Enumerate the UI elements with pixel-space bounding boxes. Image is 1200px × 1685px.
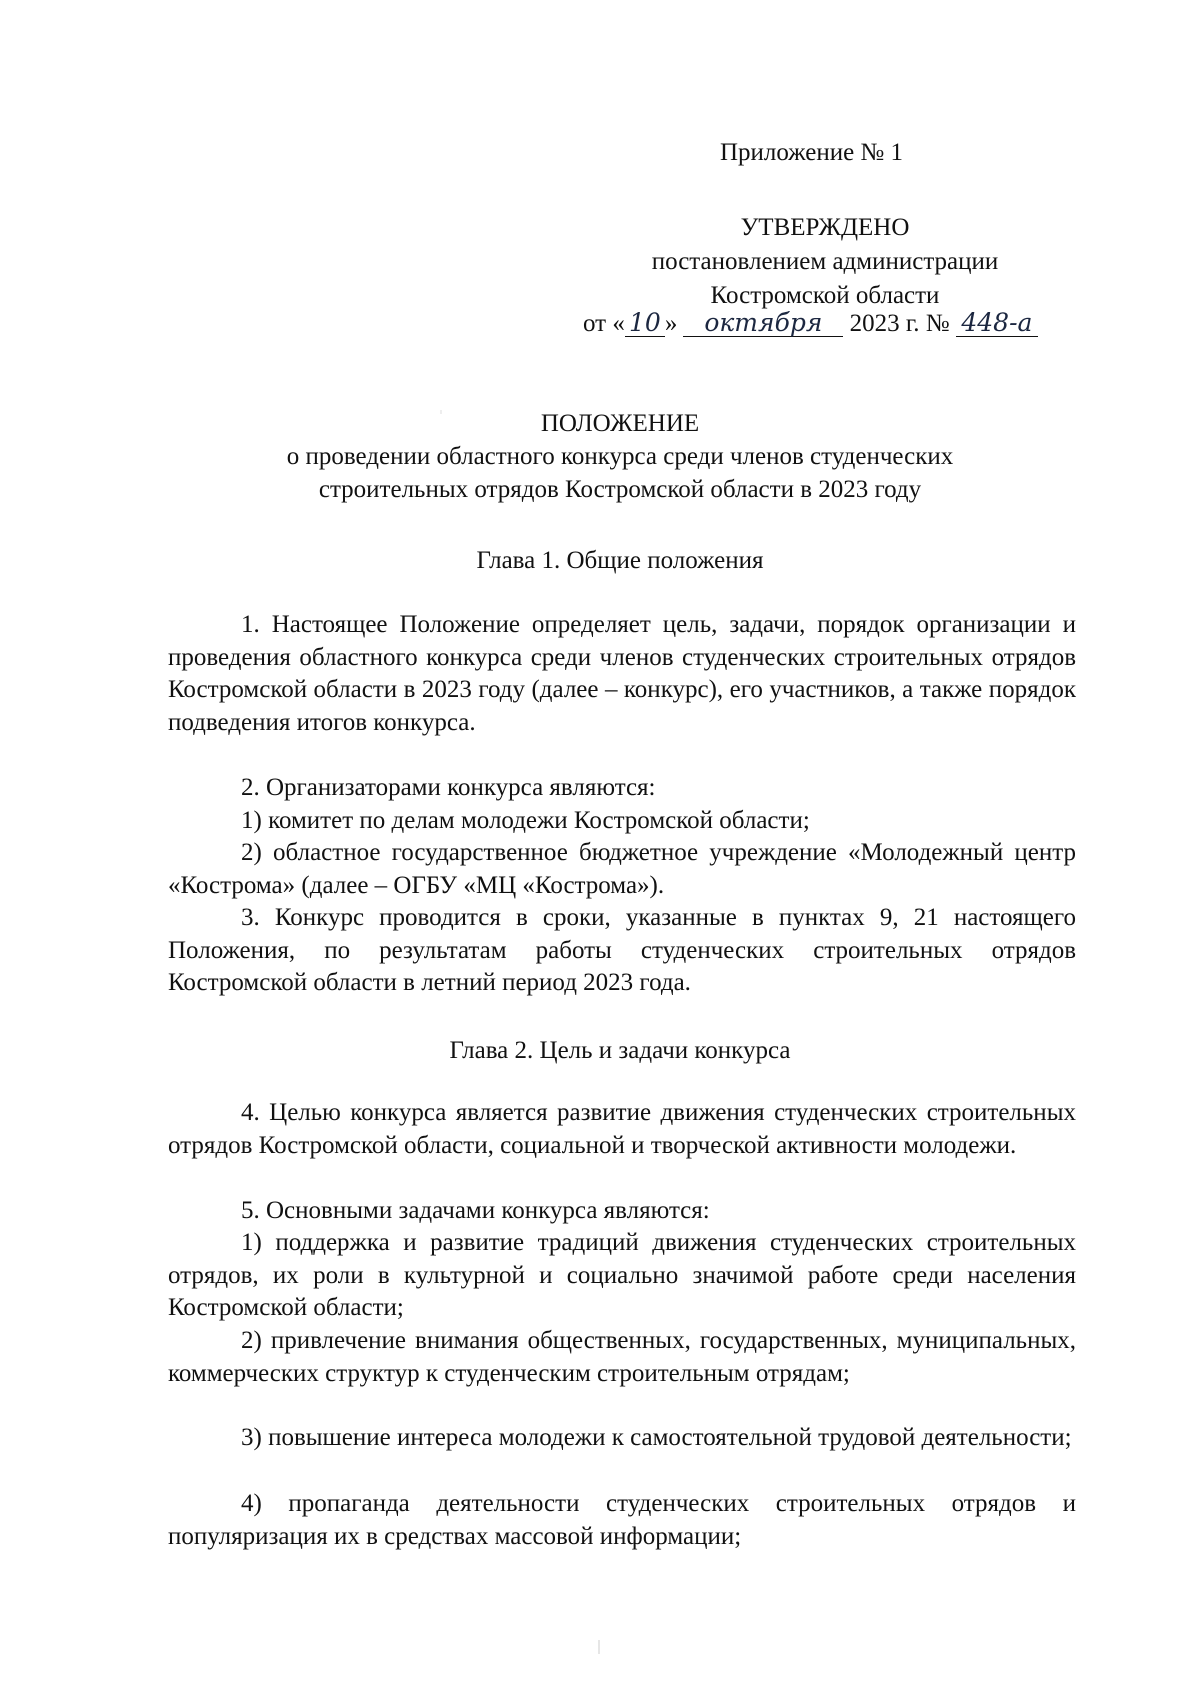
paragraph-1: 1. Настоящее Положение определяет цель, задачи, порядок организации и проведения областного конкурса среди членов студенческих строительных отрядов Костромской области в 2023 году (далее – конкурс), его участников, а также порядок подведения итогов конкурса. bbox=[168, 611, 1076, 736]
doc-number-handwritten: 448-а bbox=[956, 310, 1038, 337]
paragraph-2-item-2: 2) областное государственное бюджетное учреждение «Молодежный центр «Кострома» (далее – ОГБУ «МЦ «Кострома»). bbox=[168, 839, 1076, 899]
date-prefix: от « bbox=[583, 310, 625, 337]
document-title: ПОЛОЖЕНИЕ bbox=[540, 410, 700, 437]
document-subtitle-line-1: о проведении областного конкурса среди членов студенческих bbox=[286, 443, 954, 470]
paragraph-5: 5. Основными задачами конкурса являются: bbox=[241, 1197, 710, 1224]
paragraph-5-item-2: 2) привлечение внимания общественных, государственных, муниципальных, коммерческих структур к студенческим строительным отрядам; bbox=[168, 1327, 1076, 1387]
document-title-block bbox=[120, 407, 1120, 506]
paragraph-2-item-1: 1) комитет по делам молодежи Костромской области; bbox=[241, 807, 810, 834]
date-month-handwritten: октября bbox=[683, 310, 843, 337]
approved-by-line-1: постановлением администрации bbox=[651, 248, 999, 275]
paragraph-5-item-3: 3) повышение интереса молодежи к самостоятельной трудовой деятельности; bbox=[241, 1424, 1072, 1451]
date-mid: » bbox=[664, 310, 678, 337]
chapter-2-heading: Глава 2. Цель и задачи конкурса bbox=[449, 1037, 791, 1064]
date-day-handwritten: 10 bbox=[625, 310, 665, 337]
document-subtitle-line-2: строительных отрядов Костромской области в 2023 году bbox=[318, 476, 922, 503]
approved-by-line-2: Костромской области bbox=[710, 282, 940, 309]
scan-artifact bbox=[598, 1640, 600, 1654]
approval-block bbox=[575, 211, 1075, 313]
chapter-1-heading: Глава 1. Общие положения bbox=[476, 547, 764, 574]
paragraph-5-item-1: 1) поддержка и развитие традиций движения студенческих строительных отрядов, их роли в культурной и социально значимой работе среди населения Костромской области; bbox=[168, 1229, 1076, 1321]
date-year: 2023 г. № bbox=[849, 310, 950, 337]
approval-date-line bbox=[583, 309, 1038, 339]
paragraph-2: 2. Организаторами конкурса являются: bbox=[241, 774, 656, 801]
approved-title: УТВЕРЖДЕНО bbox=[740, 214, 910, 241]
paragraph-5-item-4: 4) пропаганда деятельности студенческих строительных отрядов и популяризация их в средствах массовой информации; bbox=[168, 1490, 1076, 1550]
appendix-label: Приложение № 1 bbox=[720, 139, 904, 166]
paragraph-3: 3. Конкурс проводится в сроки, указанные в пунктах 9, 21 настоящего Положения, по результатам работы студенческих строительных отрядов Костромской области в летний период 2023 года. bbox=[168, 904, 1076, 996]
paragraph-4: 4. Целью конкурса является развитие движения студенческих строительных отрядов Костромской области, социальной и творческой активности молодежи. bbox=[168, 1099, 1076, 1159]
scan-artifact bbox=[440, 410, 442, 414]
